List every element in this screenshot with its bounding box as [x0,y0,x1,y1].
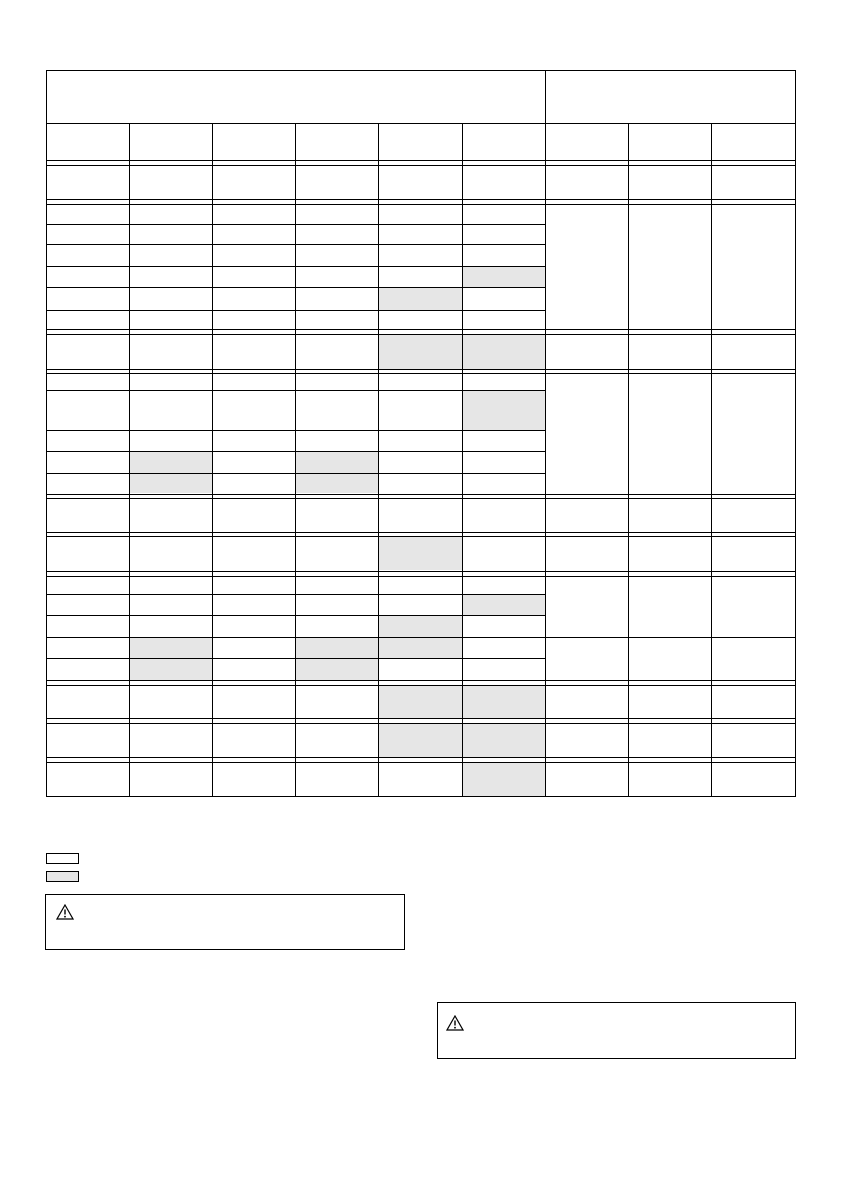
table-border-right [795,70,796,797]
shaded-cell [463,391,545,430]
shaded-cell [463,762,545,796]
shaded-cell [463,723,545,757]
double-rule [46,165,795,166]
shaded-cell [463,267,545,287]
double-rule [46,160,795,161]
shaded-cell [463,685,545,718]
double-rule [46,329,795,330]
double-rule [46,723,795,724]
row-rule [46,594,545,595]
row-rule [46,390,545,391]
row-rule [46,287,545,288]
shaded-cell [379,685,462,718]
double-rule [46,494,795,495]
row-rule [46,244,545,245]
legend-gray-swatch [46,871,79,882]
column-line [711,123,712,796]
shaded-cell [296,474,378,493]
table-border-bottom [46,796,796,797]
row-rule [46,224,545,225]
double-rule [46,373,795,374]
shaded-cell [296,452,378,473]
shaded-cell [296,638,378,658]
shaded-cell [379,723,462,757]
double-rule [46,204,795,205]
shaded-cell [130,659,212,680]
shaded-cell [130,452,212,473]
table-border-left [46,70,47,797]
row-rule [46,310,545,311]
shaded-cell [463,595,545,615]
shaded-cell [463,334,545,370]
double-rule [46,685,795,686]
shaded-cell [296,659,378,680]
row-rule [46,615,545,616]
shaded-cell [379,536,462,570]
legend-white-swatch [46,853,79,864]
column-line [628,123,629,796]
shaded-cell [130,474,212,493]
row-rule [46,473,545,474]
shaded-cell [379,288,462,310]
shaded-cell [379,616,462,637]
double-rule [46,199,795,200]
double-rule [46,762,795,763]
warning-triangle-icon [56,904,74,920]
double-rule [46,718,795,719]
row-rule [46,637,795,638]
caution-box-1 [45,894,405,950]
double-rule [46,334,795,335]
double-rule [46,576,795,577]
shaded-cell [379,334,462,370]
row-rule [46,266,545,267]
double-rule [46,536,795,537]
shaded-cell [379,638,462,658]
double-rule [46,532,795,533]
caution-box-2 [437,1002,796,1059]
header-group-divider [545,70,546,796]
double-rule [46,369,795,370]
warning-triangle-icon [446,1015,464,1031]
header-rule [46,123,795,124]
double-rule [46,680,795,681]
double-rule [46,498,795,499]
row-rule [46,658,545,659]
double-rule [46,757,795,758]
row-rule [46,430,545,431]
shaded-cell [130,638,212,658]
double-rule [46,571,795,572]
row-rule [46,451,545,452]
table-border-top [46,70,796,71]
